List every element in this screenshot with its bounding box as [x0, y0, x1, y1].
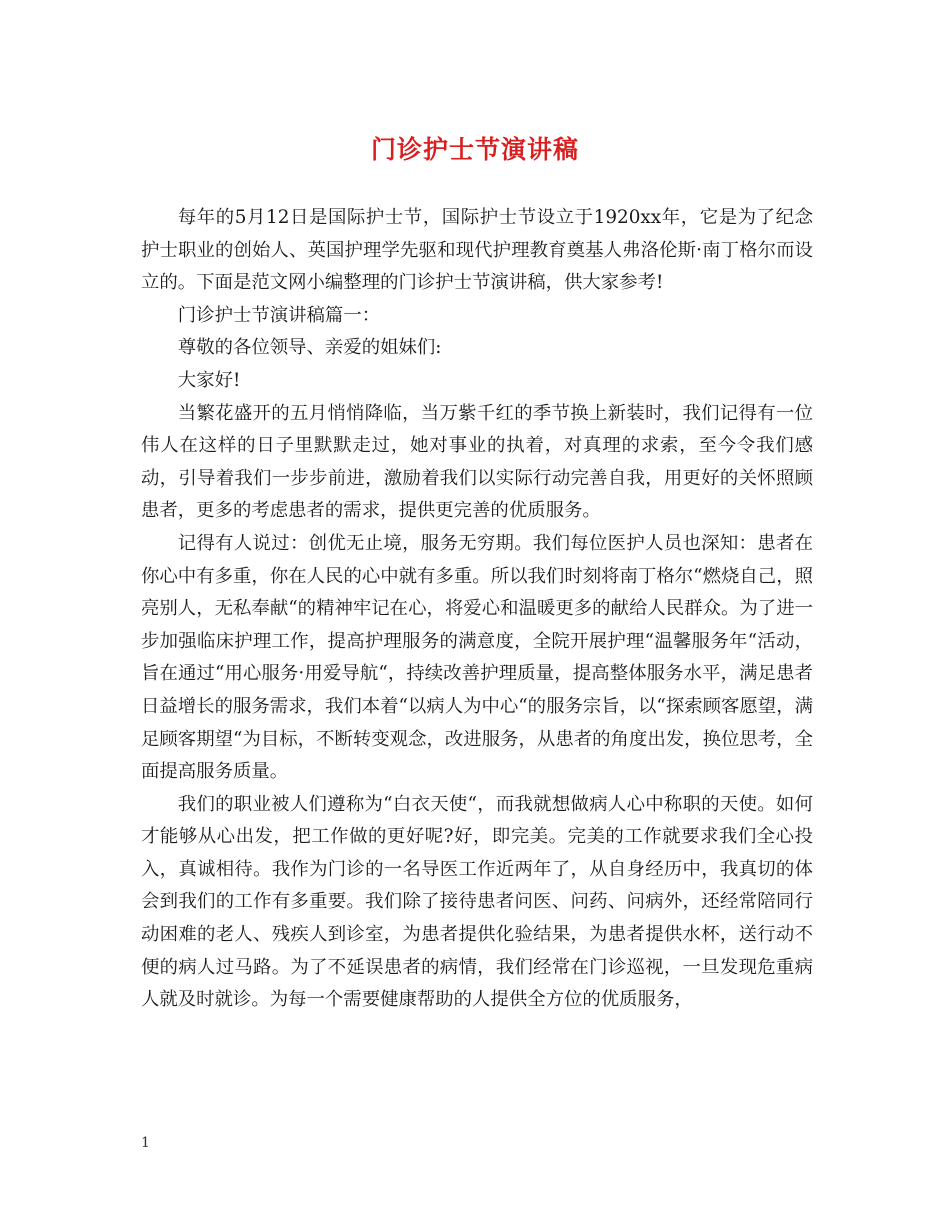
paragraph-body-1: 当繁花盛开的五月悄悄降临，当万紫千红的季节换上新装时，我们记得有一位伟人在这样的日子里默默走过，她对事业的执着，对真理的求索，至今令我们感动，引导着我们一步步前进，激励着我们以实际行动完善自我，用更好的关怀照顾患者，更多的考虑患者的需求，提供更完善的优质服务。 [141, 402, 813, 522]
paragraph-body-3: 我们的职业被人们遵称为“白衣天使“，而我就想做病人心中称职的天使。如何才能够从心出发，把工作做的更好呢?好，即完美。完美的工作就要求我们全心投入，真诚相待。我作为门诊的一名导医工作近两年了，从自身经历中，我真切的体会到我们的工作有多重要。我们除了接待患者问医、问药、问病外，还经常陪同行动困难的老人、残疾人到诊室，为患者提供化验结果，为患者提供水杯，送行动不便的病人过马路。为了不延误患者的病情，我们经常在门诊巡视，一旦发现危重病人就及时就诊。为每一个需要健康帮助的人提供全方位的优质服务， [141, 793, 813, 1011]
paragraph-section-heading: 门诊护士节演讲稿篇一： [177, 304, 381, 326]
page-number: 1 [141, 1135, 150, 1151]
paragraph-greeting: 大家好! [177, 369, 241, 391]
paragraph-body-2: 记得有人说过：创优无止境，服务无穷期。我们每位医护人员也深知：患者在你心中有多重，你在人民的心中就有多重。所以我们时刻将南丁格尔“燃烧自己，照亮别人，无私奉献“的精神牢记在心，将爱心和温暖更多的献给人民群众。为了进一步加强临床护理工作，提高护理服务的满意度，全院开展护理“温馨服务年“活动，旨在通过“用心服务·用爱导航“，持续改善护理质量，提高整体服务水平，满足患者日益增长的服务需求，我们本着“以病人为中心“的服务宗旨，以“探索顾客愿望，满足顾客期望“为目标，不断转变观念，改进服务，从患者的角度出发，换位思考，全面提高服务质量。 [141, 532, 813, 783]
document-body [141, 202, 813, 1017]
paragraph-salutation: 尊敬的各位领导、亲爱的姐妹们: [177, 337, 442, 359]
paragraph-intro: 每年的5月12日是国际护士节，国际护士节设立于1920xx年，它是为了纪念护士职业的创始人、英国护理学先驱和现代护理教育奠基人弗洛伦斯·南丁格尔而设立的。下面是范文网小编整理的门诊护士节演讲稿，供大家参考! [141, 207, 813, 294]
document-title: 门诊护士节演讲稿 [370, 135, 579, 164]
